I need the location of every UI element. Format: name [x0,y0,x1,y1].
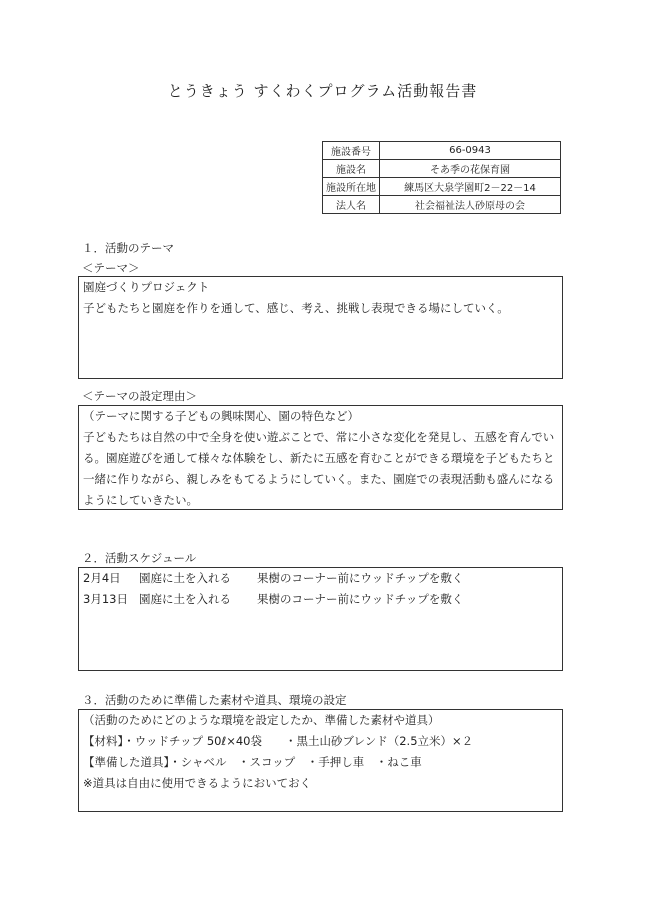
schedule-row [83,589,558,610]
schedule-activity: 園庭に土を入れる [139,571,231,585]
section-2-heading: ２．活動スケジュール [82,551,197,565]
facility-name-value: そあ季の花保育園 [380,160,561,178]
page-title: とうきょう すくわくプログラム活動報告書 [167,82,478,100]
facility-address-value: 練馬区大泉学園町2－22－14 [380,178,561,196]
reason-line: ようにしていきたい。 [83,493,198,507]
facility-info-table [322,141,561,214]
theme-description: 子どもたちと園庭を作りを通して、感じ、考え、挑戦し表現できる場にしていく。 [83,301,509,315]
schedule-activity: 園庭に土を入れる [139,592,231,606]
theme-box [78,276,563,379]
facility-number-label: 施設番号 [323,142,380,160]
corporation-label: 法人名 [323,196,380,214]
table-row [323,142,561,160]
materials-box [78,709,563,812]
materials-note: （活動のためにどのような環境を設定したか、準備した素材や道具） [83,713,440,727]
section-1-heading: １．活動のテーマ [82,241,174,255]
table-row [323,178,561,196]
materials-list: 【材料】・ウッドチップ 50ℓ×40袋 ・黒土山砂ブレンド（2.5立米）×２ [83,734,474,748]
section-3-heading: ３．活動のために準備した素材や道具、環境の設定 [82,693,347,707]
reason-note: （テーマに関する子どもの興味関心、園の特色など） [83,409,359,423]
theme-label: ＜テーマ＞ [82,261,140,275]
reason-line: 子どもたちは自然の中で全身を使い遊ぶことで、常に小さな変化を発見し、五感を育んでい [83,430,555,444]
facility-address-label: 施設所在地 [323,178,380,196]
reason-line: る。園庭遊びを通して様々な体験をし、新たに五感を育むことができる環境を子どもたちと [83,451,555,465]
schedule-row [83,568,558,589]
corporation-value: 社会福祉法人砂原母の会 [380,196,561,214]
schedule-date: 2月4日 [83,571,121,585]
schedule-detail: 果樹のコーナー前にウッドチップを敷く [257,571,464,585]
facility-name-label: 施設名 [323,160,380,178]
facility-number-value: 66-0943 [380,142,561,160]
reason-box [78,405,563,510]
schedule-box [78,567,563,671]
table-row [323,196,561,214]
reason-label: ＜テーマの設定理由＞ [82,389,197,403]
tools-list: 【準備した道具】・シャベル ・スコップ ・手押し車 ・ねこ車 [83,755,422,769]
reason-line: 一緒に作りながら、親しみをもてるようにしていく。また、園庭での表現活動も盛んになる [83,472,555,486]
tools-note: ※道具は自由に使用できるようにおいておく [83,776,312,790]
schedule-detail: 果樹のコーナー前にウッドチップを敷く [257,592,464,606]
theme-title: 園庭づくりプロジェクト [83,280,210,294]
schedule-date: 3月13日 [83,592,128,606]
table-row [323,160,561,178]
